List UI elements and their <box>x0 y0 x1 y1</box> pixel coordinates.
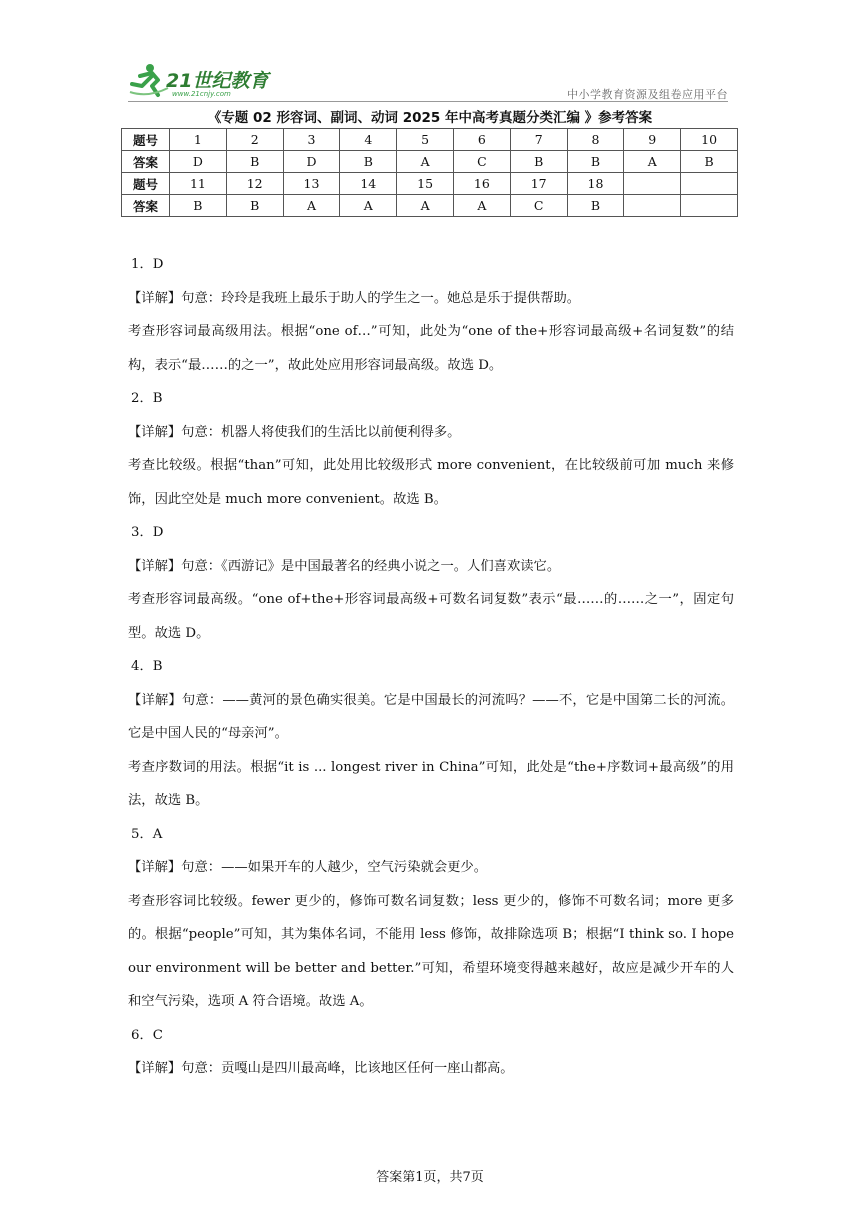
table-cell: 6 <box>453 129 510 151</box>
platform-text: 中小学教育资源及组卷应用平台 <box>567 88 728 101</box>
table-cell: 10 <box>681 129 738 151</box>
table-cell <box>681 195 738 217</box>
question-number: 2．B <box>131 391 163 406</box>
table-cell: 15 <box>397 173 454 195</box>
table-cell: 7 <box>510 129 567 151</box>
question-number: 3．D <box>131 525 164 540</box>
table-cell: 1 <box>170 129 227 151</box>
explanation-text: 考查形容词最高级用法。根据“one of…”可知，此处为“one of the+形容词最高级+名词复数”的结构，表示“最……的之一”，故此处应用形容词最高级。故选 D。 <box>128 324 734 373</box>
table-cell: 16 <box>453 173 510 195</box>
logo <box>128 62 288 100</box>
table-cell: A <box>453 195 510 217</box>
table-cell: C <box>453 151 510 173</box>
table-cell: B <box>681 151 738 173</box>
table-cell: B <box>567 151 624 173</box>
explanation-text: 【详解】句意：玲玲是我班上最乐于助人的学生之一。她总是乐于提供帮助。 <box>128 290 581 306</box>
page-footer: 答案第1页，共7页 <box>376 1170 484 1185</box>
table-cell: A <box>340 195 397 217</box>
explanation-text: 考查比较级。根据“than”可知，此处用比较级形式 more convenient，在比较级前可加 much 来修饰，因此空处是 much more convenient。故选 B。 <box>128 458 734 507</box>
table-cell: A <box>397 195 454 217</box>
row-header: 答案 <box>122 195 170 217</box>
table-cell: 5 <box>397 129 454 151</box>
table-cell: 17 <box>510 173 567 195</box>
logo-url: www.21cnjy.com <box>172 90 231 98</box>
row-header: 答案 <box>122 151 170 173</box>
table-cell: B <box>510 151 567 173</box>
table-cell: 18 <box>567 173 624 195</box>
question-number: 4．B <box>131 659 163 674</box>
table-row <box>122 173 738 195</box>
explanation-text: 考查形容词最高级。“one of+the+形容词最高级+可数名词复数”表示“最……的……之一”，固定句型。故选 D。 <box>128 592 734 641</box>
table-cell: 14 <box>340 173 397 195</box>
question-number: 6．C <box>131 1027 163 1043</box>
table-cell: 12 <box>226 173 283 195</box>
table-cell: 3 <box>283 129 340 151</box>
explanation-text: 考查形容词比较级。fewer 更少的，修饰可数名词复数；less 更少的，修饰不可数名词；more 更多的。根据“people”可知，其为集体名词，不能用 less 修饰，故排除选项 B；根据“I think so. I hope our environment will be better and better.”可知，希望环境变得越来越好，故应是减少开车的人和空气污染，选项 A 符合语境。故选 A。 <box>128 893 734 1009</box>
header-divider <box>128 101 728 102</box>
table-cell: B <box>170 195 227 217</box>
table-cell: D <box>283 151 340 173</box>
answer-table <box>121 128 738 217</box>
table-cell: B <box>226 151 283 173</box>
explanation-text: 考查序数词的用法。根据“it is ... longest river in China”可知，此处是“the+序数词+最高级”的用法，故选 B。 <box>128 759 734 808</box>
table-cell: 8 <box>567 129 624 151</box>
row-header: 题号 <box>122 129 170 151</box>
answer-explanations <box>128 248 734 1086</box>
explanation-text: 【详解】句意：《西游记》是中国最著名的经典小说之一。人们喜欢读它。 <box>128 558 561 574</box>
table-cell: C <box>510 195 567 217</box>
explanation-text: 【详解】句意：——黄河的景色确实很美。它是中国最长的河流吗？——不，它是中国第二长的河流。它是中国人民的“母亲河”。 <box>128 692 734 741</box>
explanation-text: 【详解】句意：贡嘎山是四川最高峰，比该地区任何一座山都高。 <box>128 1061 514 1076</box>
explanation-text: 【详解】句意：机器人将使我们的生活比以前便利得多。 <box>128 424 461 440</box>
logo-text: 21世纪教育 <box>166 70 269 92</box>
table-cell: A <box>624 151 681 173</box>
question-number: 1．D <box>131 257 164 272</box>
document-title: 《专题 02 形容词、副词、动词 2025 年中高考真题分类汇编 》参考答案 <box>207 110 653 126</box>
table-cell: A <box>283 195 340 217</box>
table-row <box>122 195 738 217</box>
table-row <box>122 129 738 151</box>
table-row <box>122 151 738 173</box>
table-cell: 2 <box>226 129 283 151</box>
row-header: 题号 <box>122 173 170 195</box>
table-cell: B <box>567 195 624 217</box>
table-cell <box>681 173 738 195</box>
table-cell <box>624 173 681 195</box>
table-cell: B <box>340 151 397 173</box>
question-number: 5．A <box>131 826 163 842</box>
table-cell: D <box>170 151 227 173</box>
page-header <box>128 62 728 102</box>
table-cell: B <box>226 195 283 217</box>
table-cell <box>624 195 681 217</box>
explanation-text: 【详解】句意：——如果开车的人越少，空气污染就会更少。 <box>128 860 488 875</box>
table-cell: 4 <box>340 129 397 151</box>
table-cell: A <box>397 151 454 173</box>
table-cell: 9 <box>624 129 681 151</box>
table-cell: 13 <box>283 173 340 195</box>
table-cell: 11 <box>170 173 227 195</box>
